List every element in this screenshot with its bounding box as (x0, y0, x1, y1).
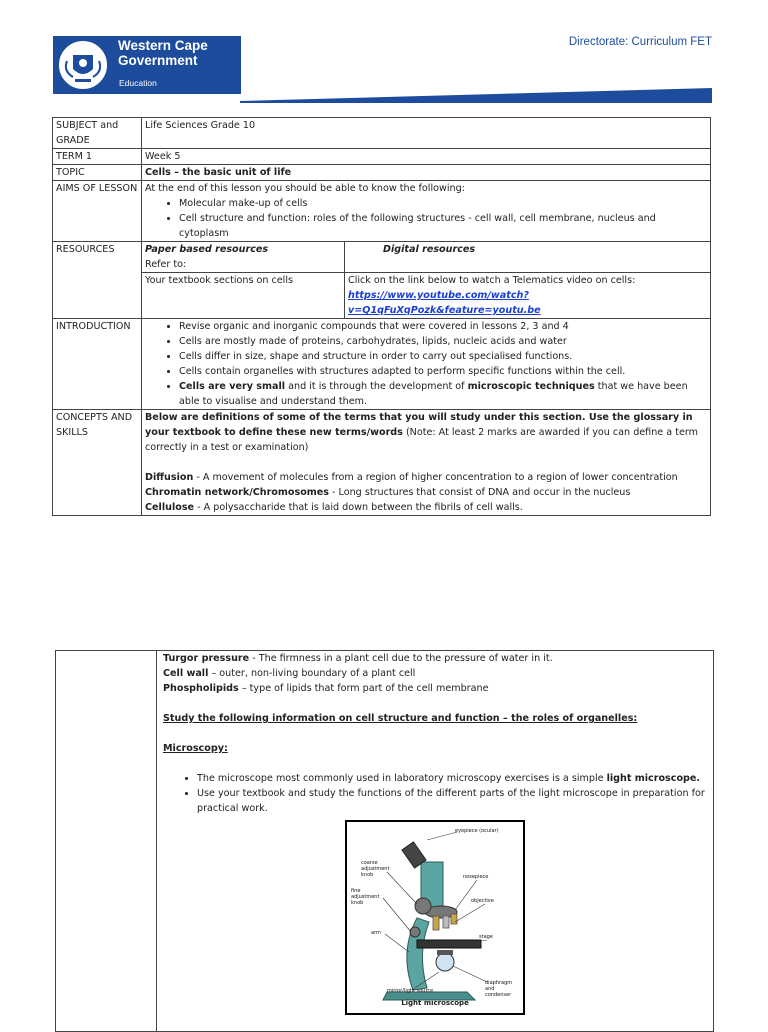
list-item (179, 379, 707, 409)
definition-text: – outer, non-living boundary of a plant cell (208, 668, 416, 679)
paper-resources-heading-cell (142, 242, 345, 273)
label-eyepiece: eyepiece (ocular) (455, 828, 499, 834)
definition-term: Cellulose (145, 502, 195, 513)
definition (145, 485, 707, 500)
digital-resources-heading: Digital resources (383, 244, 476, 255)
paper-refer: Refer to: (145, 259, 187, 270)
label-coarse-knob: coarse adjustment knob (361, 860, 390, 878)
digital-resources-heading-cell (345, 242, 711, 273)
figure-caption: Light microscope (401, 999, 469, 1007)
subject-label: SUBJECT and GRADE (53, 118, 142, 149)
definition (163, 651, 707, 666)
introduction-label: INTRODUCTION (53, 319, 142, 410)
table-row (53, 273, 711, 319)
microscopy-heading: Microscopy: (163, 743, 228, 754)
video-link[interactable]: https://www.youtube.com/watch?v=Q1qFuXqPozk&feature=youtu.be (348, 290, 541, 316)
table-row (53, 319, 711, 410)
definition (163, 681, 707, 696)
definition-term: Diffusion (145, 472, 194, 483)
introduction-list (145, 319, 707, 409)
logo-department: Education (119, 78, 157, 88)
definition-term: Phospholipids (163, 683, 239, 694)
list-item: • Use your textbook and study the functions of the different parts of the light microscope in preparation for practical work. (197, 786, 707, 816)
logo-title: Western Cape Government (118, 38, 208, 68)
definition (163, 666, 707, 681)
aims-content (142, 181, 711, 242)
concepts-label: CONCEPTS AND SKILLS (53, 410, 142, 516)
concepts-content (142, 410, 711, 516)
table-row (53, 410, 711, 516)
definition-term: Chromatin network/Chromosomes (145, 487, 329, 498)
definition-text: – type of lipids that form part of the cell membrane (238, 683, 489, 694)
label-stage: stage (479, 934, 493, 940)
label-mirror: mirror/light source (387, 988, 434, 994)
subject-value: Life Sciences Grade 10 (142, 118, 711, 149)
aims-list (145, 196, 707, 241)
list-item: • Cell structure and function: roles of the following structures - cell wall, cell membrane, nucleus and cytoplasm (179, 211, 707, 241)
table-row (53, 181, 711, 242)
definition-text: - A polysaccharide that is laid down between the fibrils of cell walls. (194, 502, 523, 513)
microscopy-list (163, 771, 707, 816)
table-row (53, 149, 711, 165)
table-row (53, 242, 711, 273)
label-arm: arm (371, 930, 381, 936)
definition (145, 500, 707, 515)
definition-term: Cell wall (163, 668, 209, 679)
resources-label: RESOURCES (53, 242, 142, 319)
table-row (53, 165, 711, 181)
intro-bold-1: Cells are very small (179, 381, 286, 392)
concepts-intro-bold: Below are definitions of some of the terms that you will study under this section. Use the glossary in your textbook to define these new terms/words (145, 412, 693, 438)
light-microscope-figure (345, 820, 525, 1015)
aims-label: AIMS OF LESSON (53, 181, 142, 242)
definition-term: Turgor pressure (163, 653, 250, 664)
table-row (56, 651, 714, 1032)
paper-resources-heading: Paper based resources (145, 244, 269, 255)
concepts-intro (145, 410, 707, 455)
intro-bold-2: microscopic techniques (467, 381, 595, 392)
continuation-content (157, 651, 714, 1032)
digital-resources-detail (345, 273, 711, 319)
list-item: • Cells are mostly made of proteins, carbohydrates, lipids, nucleic acids and water (179, 334, 707, 349)
continuation-table (55, 650, 714, 1032)
wcg-logo (53, 36, 241, 94)
label-fine-knob: fine adjustment knob (351, 888, 380, 906)
topic-value: Cells – the basic unit of life (142, 165, 711, 181)
intro-text-2: that we have been able to visualise and understand them. (179, 381, 688, 407)
intro-text-1: and it is through the development of (285, 381, 468, 392)
header-swoosh (240, 88, 712, 103)
lesson-plan-table (52, 117, 711, 516)
introduction-content (142, 319, 711, 410)
topic-label: TOPIC (53, 165, 142, 181)
coat-of-arms-icon (57, 39, 109, 91)
aims-intro: At the end of this lesson you should be able to know the following: (145, 183, 465, 194)
study-heading: Study the following information on cell structure and function – the roles of organelles: (163, 713, 638, 724)
label-objective: objective (471, 898, 494, 904)
concepts-intro-note: (Note: At least 2 marks are awarded if you can define a term correctly in a test or examination) (145, 427, 698, 453)
label-diaphragm: diaphragm and condenser (485, 980, 513, 998)
directorate-title: Directorate: Curriculum FET (568, 36, 712, 48)
paper-resources-detail: Your textbook sections on cells (142, 273, 345, 319)
definition-text: - Long structures that consist of DNA and occur in the nucleus (329, 487, 631, 498)
list-item: • Revise organic and inorganic compounds that were covered in lessons 2, 3 and 4 (179, 319, 707, 334)
digital-text: Click on the link below to watch a Telematics video on cells: (348, 275, 636, 286)
list-item: • Cells contain organelles with structures adapted to perform specific functions within the cell. (179, 364, 707, 379)
list-item: • Molecular make-up of cells (179, 196, 707, 211)
definition (145, 470, 707, 485)
list-item (197, 771, 707, 786)
term-label: TERM 1 (53, 149, 142, 165)
term-value: Week 5 (142, 149, 711, 165)
table-row (53, 118, 711, 149)
definition-text: - The firmness in a plant cell due to the pressure of water in it. (249, 653, 553, 664)
list-item: • Cells differ in size, shape and structure in order to carry out specialised functions. (179, 349, 707, 364)
label-nosepiece: nosepiece (463, 874, 489, 880)
micro-item-text: The microscope most commonly used in laboratory microscopy exercises is a simple (197, 773, 607, 784)
micro-item-bold: light microscope. (606, 773, 701, 784)
definition-text: - A movement of molecules from a region of higher concentration to a region of lower concentration (193, 472, 678, 483)
empty-label-cell (56, 651, 157, 1032)
